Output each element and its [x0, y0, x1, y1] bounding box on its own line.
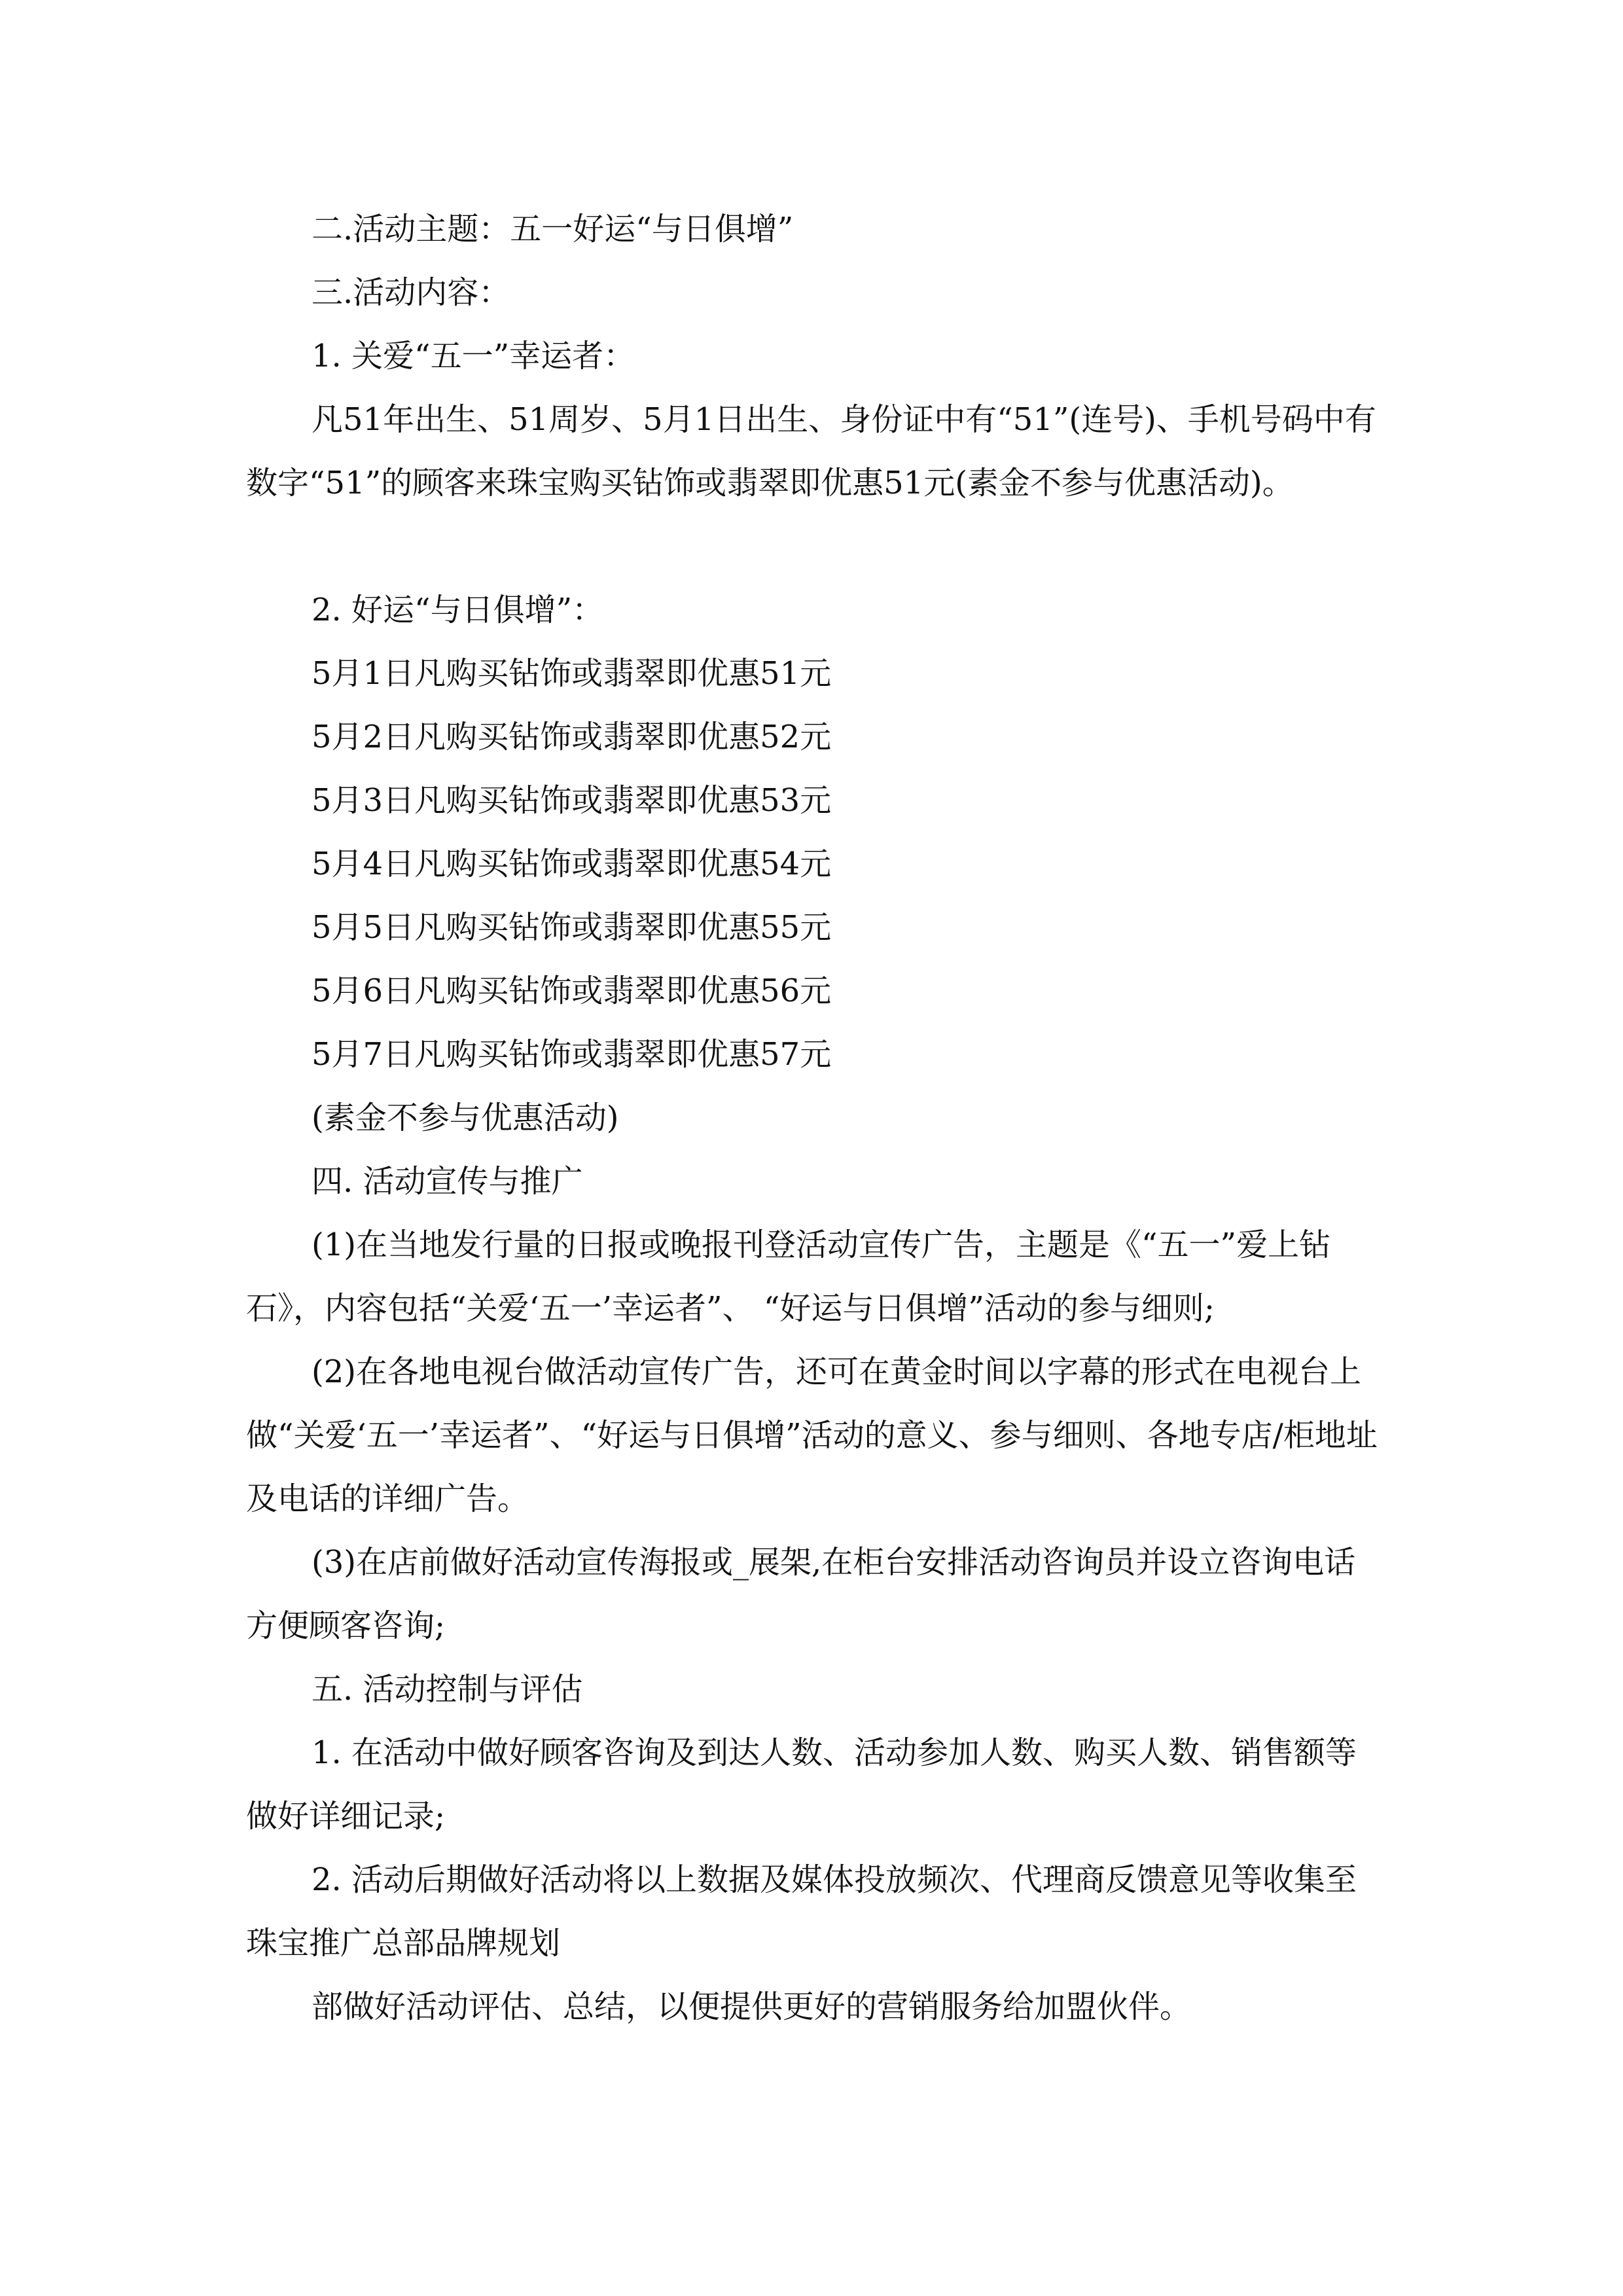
item1-title: 1. 关爱“五一”幸运者：	[312, 338, 635, 374]
daily-offer-7: 5月7日凡购买钻饰或翡翠即优惠57元	[312, 1036, 832, 1073]
item2-title: 2. 好运“与日俱增”：	[312, 592, 604, 628]
daily-offer-6: 5月6日凡购买钻饰或翡翠即优惠56元	[312, 973, 832, 1009]
section-heading-content: 三.活动内容：	[312, 274, 510, 311]
gold-exclusion-note: (素金不参与优惠活动)	[312, 1100, 619, 1136]
item1-body: 凡51年出生、51周岁、5月1日出生、身份证中有“51”(连号)、手机号码中有数字“51”的顾客来珠宝购买钻饰或翡翠即优惠51元(素金不参与优惠活动)。	[246, 401, 1376, 501]
control-item-2: 2. 活动后期做好活动将以上数据及媒体投放频次、代理商反馈意见等收集至珠宝推广总部品牌规划	[246, 1861, 1357, 1962]
promo-item-2: (2)在各地电视台做活动宣传广告，还可在黄金时间以字幕的形式在电视台上做“关爱‘五一’幸运者”、“好运与日俱增”活动的意义、参与细则、各地专店/柜地址及电话的详细广告。	[246, 1354, 1378, 1517]
daily-offer-4: 5月4日凡购买钻饰或翡翠即优惠54元	[312, 846, 832, 882]
daily-offer-5: 5月5日凡购买钻饰或翡翠即优惠55元	[312, 909, 832, 946]
control-item-1: 1. 在活动中做好顾客咨询及到达人数、活动参加人数、购买人数、销售额等做好详细记录;	[246, 1734, 1357, 1835]
daily-offer-2: 5月2日凡购买钻饰或翡翠即优惠52元	[312, 719, 832, 755]
section-heading-promo: 四. 活动宣传与推广	[312, 1163, 583, 1200]
daily-offer-1: 5月1日凡购买钻饰或翡翠即优惠51元	[312, 655, 832, 692]
control-item-3: 部做好活动评估、总结，以便提供更好的营销服务给加盟伙伴。	[312, 1988, 1192, 2025]
promo-item-1: (1)在当地发行量的日报或晚报刊登活动宣传广告，主题是《“五一”爱上钻石》，内容包括“关爱‘五一’幸运者”、 “好运与日俱增”活动的参与细则;	[246, 1227, 1331, 1327]
daily-offer-3: 5月3日凡购买钻饰或翡翠即优惠53元	[312, 782, 832, 819]
promo-item-3: (3)在店前做好活动宣传海报或_展架,在柜台安排活动咨询员并设立咨询电话方便顾客咨询;	[246, 1544, 1356, 1644]
section-heading-control: 五. 活动控制与评估	[312, 1671, 583, 1708]
section-heading-theme: 二.活动主题：五一好运“与日俱增”	[312, 211, 794, 247]
